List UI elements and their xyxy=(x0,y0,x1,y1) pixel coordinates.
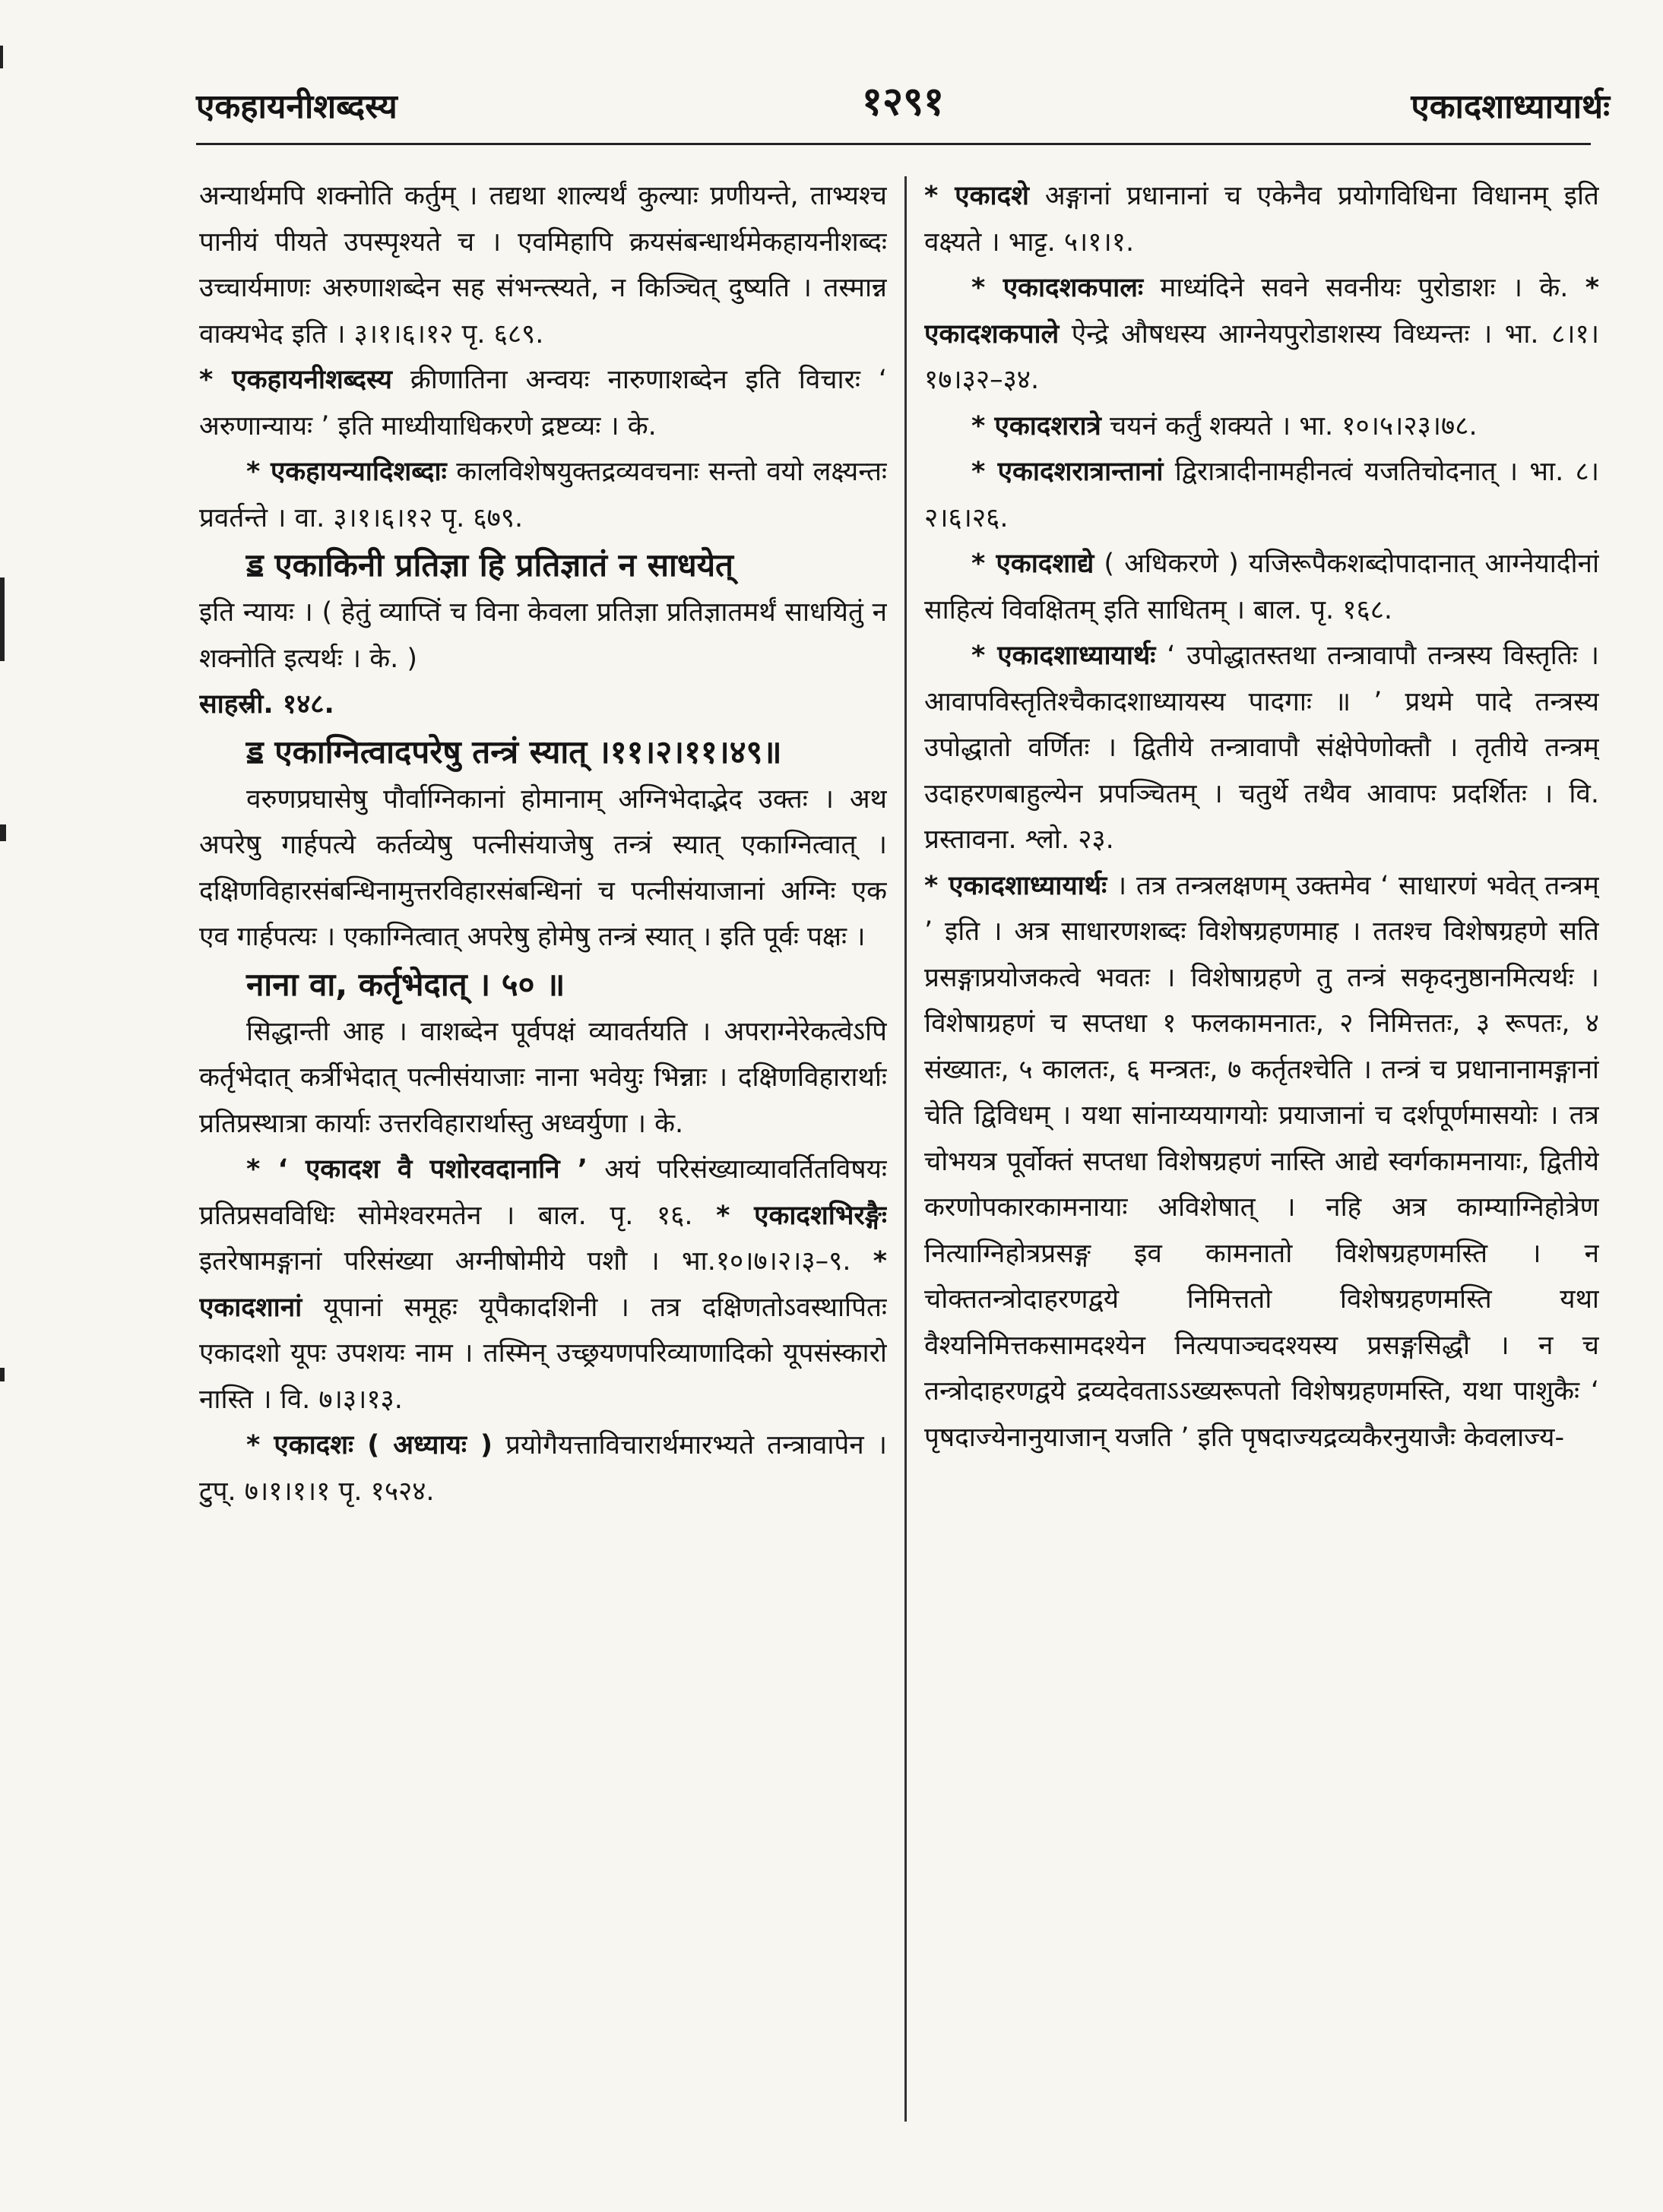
running-header xyxy=(196,73,1610,134)
entry-text: इति न्यायः । ( हेतुं व्याप्तिं च विना केवला प्रतिज्ञा प्रतिज्ञातमर्थं साधयितुं न शक्नोति इत्यर्थः । के. ) xyxy=(199,597,887,674)
entry-paragraph xyxy=(199,682,887,728)
entry-paragraph xyxy=(199,449,887,541)
headword: * एकादशे xyxy=(924,181,1029,211)
entry-text: अङ्गानां प्रधानानां च एकेनैव प्रयोगविधिना विधानम् इति वक्ष्यते । भाट्ट. ५।१।१. xyxy=(924,181,1599,258)
headword: * एकहायनीशब्दस्य xyxy=(199,365,392,395)
header-rule xyxy=(196,143,1591,145)
entry-text: सिद्धान्ती आह । वाशब्देन पूर्वपक्षं व्यावर्तयति । अपराग्नेरेकत्वेऽपि कर्तृभेदात् कर्त्रीभेदात् पत्नीसंयाजाः नाना भवेयुः भिन्नाः । दक्षिणविहारार्थाः प्रतिप्रस्थात्रा कार्याः उत्तरविहारार्थास्तु अध्वर्युणा । के. xyxy=(199,1016,887,1139)
headword: * एकादशकपालः xyxy=(971,273,1144,303)
headword: * एकादशाद्ये xyxy=(971,549,1094,579)
entry-text: माध्यंदिने सवने सवनीयः पुरोडाशः । के. xyxy=(1143,273,1585,303)
entry-paragraph xyxy=(924,863,1599,1461)
headword: ॾ एकाग्नित्वादपरेषु तन्त्रं स्यात् ।११।२।११।४९॥ xyxy=(246,733,782,771)
headword: * एकादशः ( अध्यायः ) xyxy=(246,1430,493,1460)
entry-text: ‘ उपोद्धातस्तथा तन्त्रावापौ तन्त्रस्य विस्तृतिः । आवापविस्तृतिश्चैकादशाध्यायस्य पादगाः ॥ ’ प्रथमे पादे तन्त्रस्य उपोद्धातो वर्णितः । द्वितीये तन्त्रावापौ संक्षेपेणोक्तौ । तृतीये तन्त्रम् उदाहरणबाहुल्येन प्रपञ्चितम् । चतुर्थे तथैव आवापः प्रदर्शितः । वि. प्रस्तावना. श्लो. २३. xyxy=(924,641,1599,855)
entry-paragraph xyxy=(199,173,887,357)
headword: * एकादशाध्यायार्थः xyxy=(971,641,1156,671)
entry-text: द्विरात्रादीनामहीनत्वं यजतिचोदनात् । भा. ८।२।६।२६. xyxy=(924,457,1599,533)
headword: * एकादशाध्यायार्थः xyxy=(924,870,1107,901)
entry-text: ऐन्द्रे औषधस्य आग्नेयपुरोडाशस्य विध्यन्तः । भा. ८।१।१७।३२–३४. xyxy=(924,318,1599,395)
left-column xyxy=(199,173,887,2141)
column-divider xyxy=(904,176,907,2122)
headword: * ‘ एकादश वै पशोरवदानानि ’ xyxy=(246,1154,588,1185)
entry-paragraph xyxy=(924,265,1599,403)
headword: * एकादशभिरङ्गैः xyxy=(716,1200,887,1231)
headword: * एकादशानां xyxy=(199,1246,887,1323)
right-column xyxy=(924,173,1599,2141)
entry-text: इतरेषामङ्गानां परिसंख्या अग्नीषोमीये पशौ । भा.१०।७।२।३–९. xyxy=(199,1246,873,1277)
entry-text: ( अधिकरणे ) यजिरूपैकशब्दोपादानात् आग्नेयादीनां साहित्यं विवक्षितम् इति साधितम् । बाल. पृ. १६८. xyxy=(924,549,1599,625)
headword: नाना वा, कर्तृभेदात् । ५० ॥ xyxy=(246,965,565,1003)
header-left-word: एकहायनीशब्दस्य xyxy=(196,87,398,126)
headword: * एकादशरात्रे xyxy=(971,410,1101,441)
entry-paragraph xyxy=(199,357,887,449)
entry-paragraph xyxy=(199,1147,887,1422)
entry-paragraph xyxy=(199,777,887,960)
headword: * एकादशरात्रान्तानां xyxy=(971,457,1164,487)
entry-paragraph xyxy=(199,541,887,590)
entry-paragraph xyxy=(199,1009,887,1147)
entry-text: अयं परिसंख्याव्यावर्तितविषयः प्रतिप्रसवविधिः सोमेश्वरमतेन । बाल. पृ. १६. xyxy=(199,1154,887,1231)
scan-edge-mark xyxy=(0,46,3,68)
scan-edge-mark xyxy=(0,578,5,661)
scan-edge-mark xyxy=(0,1368,5,1381)
entry-text: चयनं कर्तुं शक्यते । भा. १०।५।२३।७८. xyxy=(1101,410,1478,441)
entry-paragraph xyxy=(199,1422,887,1514)
entry-paragraph xyxy=(924,173,1599,265)
headword: * एकहायन्यादिशब्दाः xyxy=(246,457,447,487)
entry-paragraph xyxy=(924,449,1599,541)
entry-paragraph xyxy=(199,960,887,1009)
headword: ॾ एकाकिनी प्रतिज्ञा हि प्रतिज्ञातं न साधयेत् xyxy=(246,546,733,584)
page-number: १२९१ xyxy=(861,79,945,125)
entry-text: वरुणप्रघासेषु पौर्वाग्निकानां होमानाम् अग्निभेदाद्भेद उक्तः । अथ अपरेषु गार्हपत्ये कर्तव्येषु पत्नीसंयाजेषु तन्त्रं स्यात् एकाग्नित्वात् । दक्षिणविहारसंबन्धिनामुत्तरविहारसंबन्धिनां च पत्नीसंयाजानां अग्निः एक एव गार्हपत्यः । एकाग्नित्वात् अपरेषु होमेषु तन्त्रं स्यात् । इति पूर्वः पक्षः । xyxy=(199,783,887,952)
entry-paragraph xyxy=(924,633,1599,863)
entry-text: कालविशेषयुक्तद्रव्यवचनाः सन्तो वयो लक्ष्यन्तः प्रवर्तन्ते । वा. ३।१।६।१२ पृ. ६७९. xyxy=(199,457,887,533)
entry-paragraph xyxy=(924,403,1599,450)
entry-text: । तत्र तन्त्रलक्षणम् उक्तमेव ‘ साधारणं भवेत् तन्त्रम् ’ इति । अत्र साधारणशब्दः विशेषग्रहणमाह । ततश्च विशेषग्रहणे सति प्रसङ्गाप्रयोजकत्वे भवतः । विशेषाग्रहणे तु तन्त्रं सकृदनुष्ठानमित्यर्थः । विशेषाग्रहणं च सप्तधा १ फलकामनातः, २ निमित्ततः, ३ रूपतः, ४ संख्यातः, ५ कालतः, ६ मन्त्रतः, ७ कर्तृतश्चेति । तन्त्रं च प्रधानानामङ्गानां चेति द्विविधम् । यथा सांनाय्ययागयोः प्रयाजानां च दर्शपूर्णमासयोः । तत्र चोभयत्र पूर्वोक्तं सप्तधा विशेषग्रहणं नास्ति आद्ये स्वर्गकामनायाः, द्वितीये करणोपकारकामनायाः अविशेषात् । नहि अत्र काम्याग्निहोत्रेण नित्याग्निहोत्रप्रसङ्ग इव कामनातो विशेषग्रहणमस्ति । न चोक्ततन्त्रोदाहरणद्वये निमित्ततो विशेषग्रहणमस्ति यथा वैश्यनिमित्तकसामदश्येन नित्यपाञ्चदश्यस्य प्रसङ्गसिद्धौ । न च तन्त्रोदाहरणद्वये द्रव्यदेवताऽऽख्यरूपतो विशेषग्रहणमस्ति, यथा पाशुकैः ‘ पृषदाज्येनानुयाजान् यजति ’ इति पृषदाज्यद्रव्यकैरनुयाजैः केवलाज्य- xyxy=(924,870,1599,1453)
headword: * एकादशकपाले xyxy=(924,273,1599,350)
entry-text: यूपानां समूहः यूपैकादशिनी । तत्र दक्षिणतोऽवस्थापितः एकादशो यूपः उपशयः नाम । तस्मिन् उच्छ्रयणपरिव्याणादिको यूपसंस्कारो नास्ति । वि. ७।३।१३. xyxy=(199,1292,887,1415)
entry-text: क्रीणातिना अन्वयः नारुणाशब्देन इति विचारः ‘ अरुणान्यायः ’ इति माध्यीयाधिकरणे द्रष्टव्यः । के. xyxy=(199,365,887,441)
headword: साहस्री. १४८. xyxy=(199,689,334,720)
entry-paragraph xyxy=(199,590,887,682)
entry-paragraph xyxy=(199,728,887,777)
header-right-word: एकादशाध्यायार्थः xyxy=(1411,87,1610,126)
entry-text: अन्यार्थमपि शक्नोति कर्तुम् । तद्यथा शाल्यर्थं कुल्याः प्रणीयन्ते, ताभ्यश्च पानीयं पीयते उपस्पृश्यते च । एवमिहापि क्रयसंबन्धार्थमेकहायनीशब्दः उच्चार्यमाणः अरुणाशब्देन सह संभन्त्स्यते, न किञ्चित् दुष्यति । तस्मान्न वाक्यभेद इति । ३।१।६।१२ पृ. ६८९. xyxy=(199,181,887,350)
entry-text: प्रयोगैयत्ताविचारार्थमारभ्यते तन्त्रावापेन । टुप्. ७।१।१।१ पृ. १५२४. xyxy=(199,1430,887,1507)
scan-edge-mark xyxy=(0,824,6,841)
entry-paragraph xyxy=(924,541,1599,633)
